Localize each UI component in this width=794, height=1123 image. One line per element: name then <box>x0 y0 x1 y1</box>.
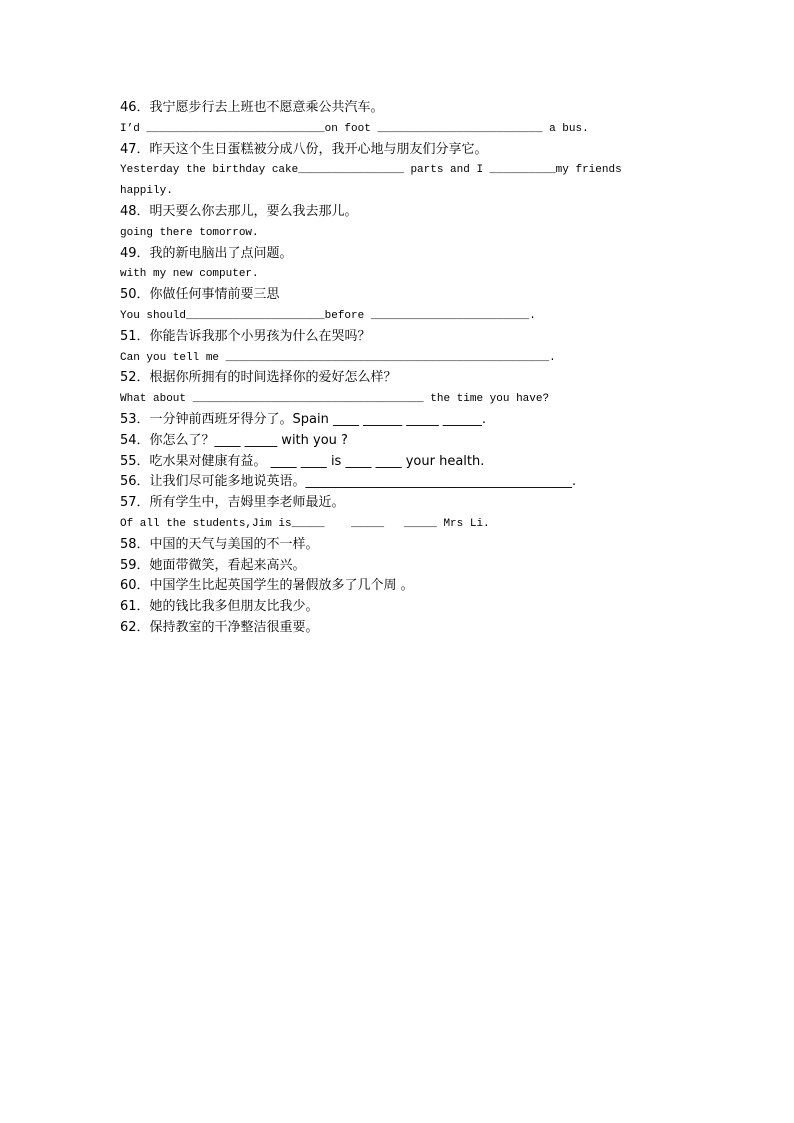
exercise-54 <box>120 431 680 452</box>
worksheet-page <box>120 98 680 639</box>
exercise-59 <box>120 556 680 577</box>
exercise-prompt-chinese: 53．一分钟前西班牙得分了。Spain ____ ______ _____ ______. <box>120 411 487 427</box>
exercise-prompt-chinese: 49．我的新电脑出了点问题。 <box>120 245 293 261</box>
exercise-answer-line: What about ___________________________________ the time you have? <box>120 393 550 406</box>
exercise-62 <box>120 618 680 639</box>
exercise-prompt-chinese: 58．中国的天气与美国的不一样。 <box>120 536 319 552</box>
exercise-prompt-chinese: 47．昨天这个生日蛋糕被分成八份，我开心地与朋友们分享它。 <box>120 141 488 157</box>
exercise-prompt-chinese: 51．你能告诉我那个小男孩为什么在哭吗？ <box>120 328 371 344</box>
exercise-prompt-chinese: 60．中国学生比起英国学生的暑假放多了几个周 。 <box>120 578 414 594</box>
exercise-answer-line: with my new computer. <box>120 268 259 281</box>
exercise-answer-line: Yesterday the birthday cake________________ parts and I __________my friends <box>120 164 622 177</box>
exercise-58 <box>120 535 680 556</box>
exercise-prompt-chinese: 56．让我们尽可能多地说英语。_________________________________________. <box>120 474 577 490</box>
exercise-48 <box>120 202 680 244</box>
exercise-49 <box>120 244 680 286</box>
exercise-46 <box>120 98 680 140</box>
exercise-50 <box>120 285 680 327</box>
exercise-53 <box>120 410 680 431</box>
exercise-47 <box>120 140 680 202</box>
exercise-61 <box>120 597 680 618</box>
exercise-answer-line: You should_____________________before ________________________. <box>120 309 536 322</box>
exercise-56 <box>120 472 680 493</box>
exercise-prompt-chinese: 48．明天要么你去那儿，要么我去那儿。 <box>120 203 358 219</box>
exercise-55 <box>120 452 680 473</box>
exercise-answer-line: going there tomorrow. <box>120 226 259 239</box>
exercise-prompt-chinese: 54．你怎么了？____ _____ with you ? <box>120 432 348 448</box>
exercise-51 <box>120 327 680 369</box>
exercise-answer-line: Can you tell me _________________________________________________. <box>120 351 556 364</box>
exercise-prompt-chinese: 52．根据你所拥有的时间选择你的爱好怎么样？ <box>120 370 397 386</box>
exercise-prompt-chinese: 61．她的钱比我多但朋友比我少。 <box>120 599 319 615</box>
exercise-52 <box>120 368 680 410</box>
exercise-prompt-chinese: 55．吃水果对健康有益。 ____ ____ is ____ ____ your health. <box>120 453 485 469</box>
exercise-57 <box>120 493 680 535</box>
exercise-prompt-chinese: 59．她面带微笑，看起来高兴。 <box>120 557 306 573</box>
exercise-answer-line: I’d ___________________________on foot _________________________ a bus. <box>120 122 589 135</box>
exercise-60 <box>120 576 680 597</box>
exercise-answer-line: happily. <box>120 185 173 198</box>
exercise-prompt-chinese: 50．你做任何事情前要三思 <box>120 287 280 303</box>
exercise-prompt-chinese: 57．所有学生中，吉姆里李老师最近。 <box>120 495 345 511</box>
exercise-prompt-chinese: 62．保持教室的干净整洁很重要。 <box>120 619 319 635</box>
exercise-answer-line: Of all the students,Jim is_____ _____ _____ Mrs Li. <box>120 517 490 530</box>
exercise-prompt-chinese: 46．我宁愿步行去上班也不愿意乘公共汽车。 <box>120 100 384 115</box>
